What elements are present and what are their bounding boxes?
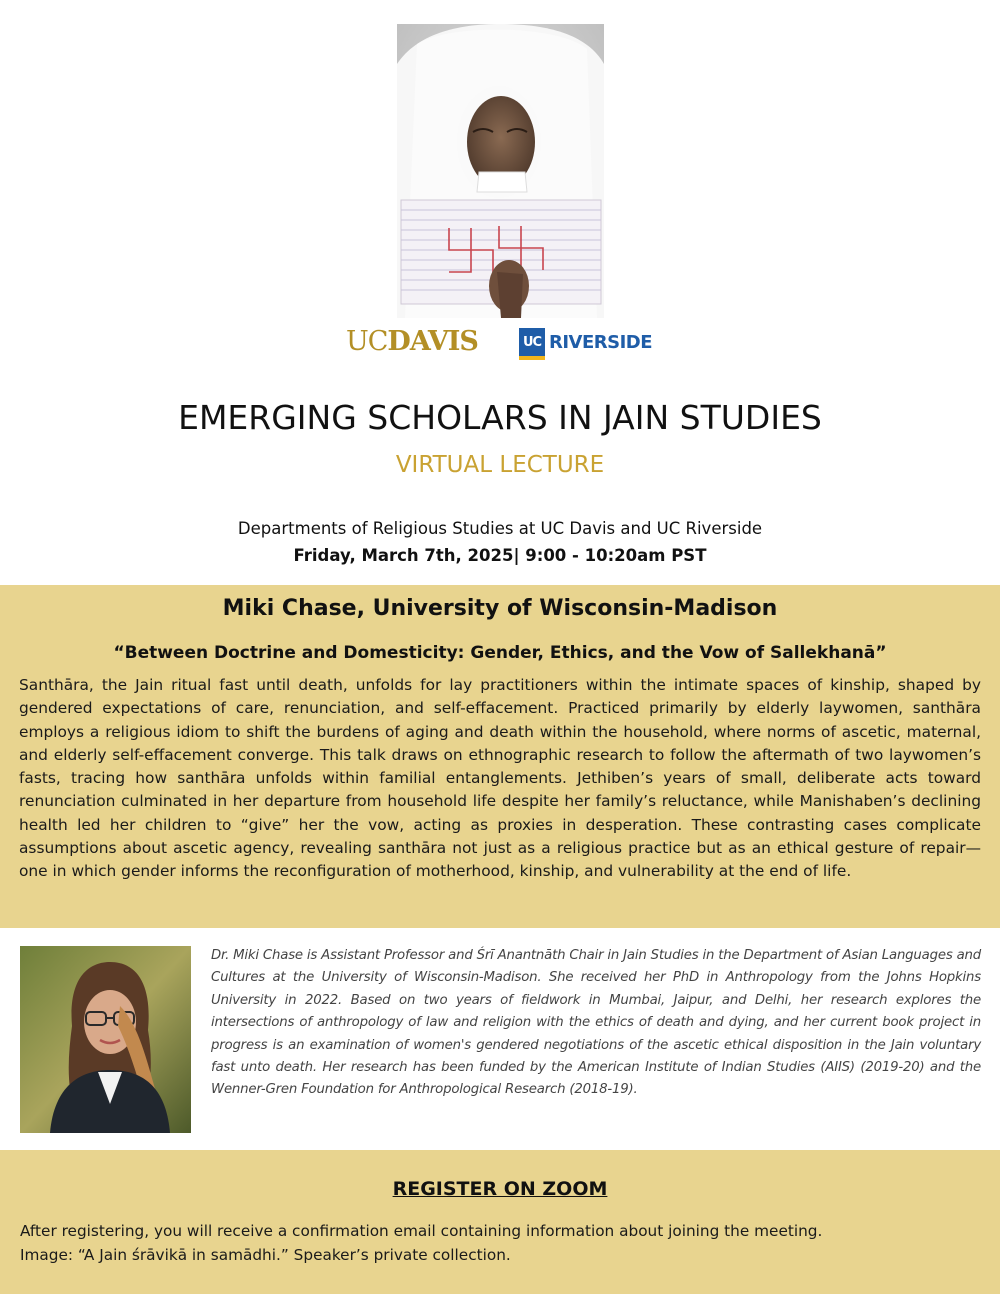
ucdavis-logo-name: DAVIS	[387, 326, 478, 357]
talk-abstract: Santhāra, the Jain ritual fast until death, unfolds for lay practitioners within the intimate spaces of kinship, shaped by gendered expectations of care, renunciation, and self-effacement. Practiced primarily by elderly laywomen, santhāra employs a religious idiom to shift the burdens of aging and death within the household, where norms of ascetic, maternal, and elderly self-effacement converge. This talk draws on ethnographic research to follow the aftermath of two laywomen’s fasts, tracing how santhāra unfolds within familial entanglements. Jethiben’s years of small, deliberate acts toward renunciation culminated in her departure from household life despite her family’s reluctance, while Manishaben’s declining health led her children to “give” her the vow, acting as proxies in desperation. These contrasting cases complicate assumptions about ascetic agency, revealing santhāra not just as a religious practice but as an ethical gesture of repair—one in which gender informs the reconfiguration of motherhood, kinship, and vulnerability at the end of life.	[19, 676, 981, 881]
ucdavis-logo	[346, 326, 478, 357]
ucr-name: RIVERSIDE	[549, 332, 653, 353]
logo-row	[0, 322, 1000, 366]
event-datetime: Friday, March 7th, 2025| 9:00 - 10:20am PST	[293, 546, 707, 565]
ucdavis-logo-uc: UC	[346, 326, 388, 357]
speaker-name: Miki Chase, University of Wisconsin-Madison	[222, 596, 778, 621]
ucr-mark: UC	[519, 328, 545, 360]
confirmation-note: After registering, you will receive a confirmation email containing information about joining the meeting.	[20, 1222, 823, 1240]
speaker-portrait	[20, 946, 191, 1133]
departments-line: Departments of Religious Studies at UC Davis and UC Riverside	[237, 519, 763, 538]
page-title: EMERGING SCHOLARS IN JAIN STUDIES	[178, 398, 822, 437]
page-subtitle: VIRTUAL LECTURE	[395, 452, 605, 478]
talk-title: “Between Doctrine and Domesticity: Gender, Ethics, and the Vow of Sallekhanā”	[113, 643, 887, 663]
register-zoom-link[interactable]	[0, 1178, 1000, 1200]
hero-photo	[397, 24, 604, 318]
image-credit: Image: “A Jain śrāvikā in samādhi.” Speaker’s private collection.	[20, 1246, 511, 1264]
photo-jain-woman-icon	[397, 24, 604, 318]
register-zoom-label[interactable]: REGISTER ON ZOOM	[392, 1178, 608, 1200]
speaker-bio: Dr. Miki Chase is Assistant Professor and Śrī Anantnāth Chair in Jain Studies in the Department of Asian Languages and Cultures at the University of Wisconsin-Madison. She received her PhD in Anthropology from the Johns Hopkins University in 2022. Based on two years of fieldwork in Mumbai, Jaipur, and Delhi, her research explores the intersections of anthropology of law and religion with the ethics of death and dying, and her current book project in progress is an examination of women's gendered negotiations of the ascetic ethical disposition in the Jain voluntary fast unto death. Her research has been funded by the American Institute of Indian Studies (AIIS) (2019-20) and the Wenner-Gren Foundation for Anthropological Research (2018-19).	[211, 948, 981, 1098]
speaker-photo-icon	[20, 946, 191, 1133]
ucr-mark-bar	[519, 356, 545, 360]
